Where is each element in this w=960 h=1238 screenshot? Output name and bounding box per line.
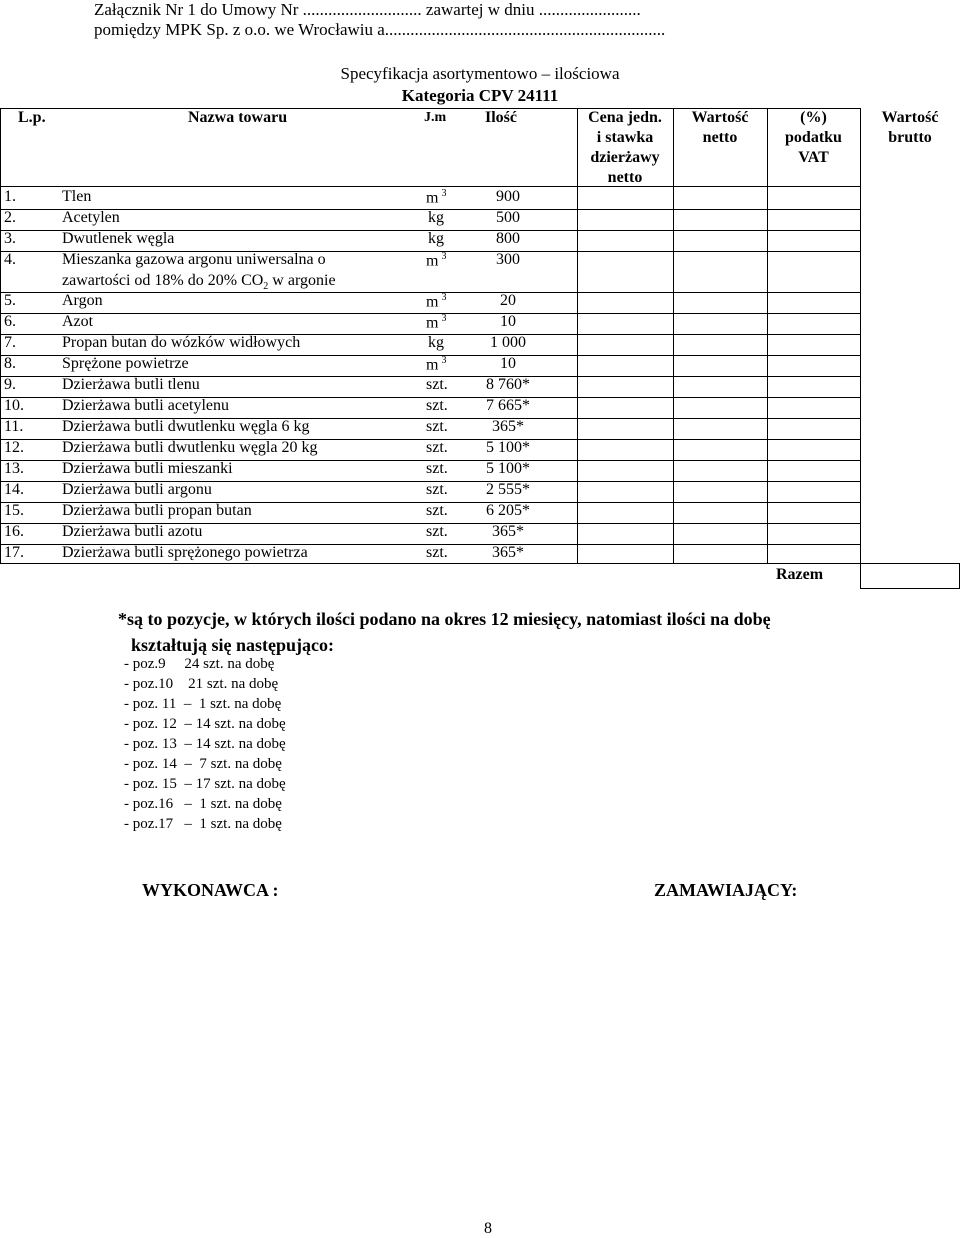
row-unit-text: m — [426, 314, 439, 332]
row-name: Dzierżawa butli tlenu — [62, 376, 200, 393]
row-lp: 9. — [4, 376, 16, 393]
col-header-price — [577, 108, 673, 188]
col-header-gross-l2: brutto — [888, 129, 932, 146]
row-divider — [0, 563, 860, 564]
row-unit — [426, 544, 448, 562]
daily-quantity-item: - poz. 13 – 14 szt. na dobę — [124, 736, 286, 752]
row-qty: 1 000 — [490, 334, 526, 351]
col-header-unit: J.m — [424, 110, 447, 125]
row-lp: 10. — [4, 397, 24, 414]
row-unit — [426, 355, 446, 374]
row-unit-text: szt. — [426, 523, 448, 540]
row-qty: 800 — [496, 230, 520, 247]
col-header-price-l1: Cena jedn. — [588, 109, 662, 126]
contractor-signature-label: WYKONAWCA : — [142, 880, 279, 900]
row-qty: 500 — [496, 209, 520, 226]
unit-superscript: 3 — [441, 251, 447, 262]
col-header-name: Nazwa towaru — [188, 109, 288, 126]
row-name: Mieszanka gazowa argonu uniwersalna o — [62, 251, 326, 268]
row-unit-text: szt. — [426, 439, 448, 456]
row-unit-text: m — [426, 356, 439, 374]
row-name: Propan butan do wózków widłowych — [62, 334, 301, 351]
row-qty: 900 — [496, 188, 520, 205]
row-unit-text: szt. — [426, 397, 448, 414]
daily-quantity-item: - poz. 12 – 14 szt. na dobę — [124, 716, 286, 732]
row-lp: 15. — [4, 502, 24, 519]
row-lp: 4. — [4, 251, 16, 268]
row-lp: 13. — [4, 460, 24, 477]
row-unit-text: szt. — [426, 481, 448, 498]
col-header-net-l2: netto — [702, 129, 738, 146]
row-unit-text: m — [426, 252, 439, 270]
row-lp: 16. — [4, 523, 24, 540]
row-name-line2 — [62, 272, 336, 292]
row-unit — [426, 292, 446, 311]
col-header-gross-l1: Wartość — [881, 109, 939, 126]
row-name: Dzierżawa butli azotu — [62, 523, 203, 540]
unit-superscript: 3 — [441, 292, 447, 303]
row-unit — [426, 460, 448, 478]
row-unit — [426, 376, 448, 394]
row-lp: 2. — [4, 209, 16, 226]
col-header-price-l3: dzierżawy — [590, 149, 660, 166]
page-number: 8 — [484, 1220, 492, 1237]
row-unit — [426, 523, 448, 541]
row-unit-text: szt. — [426, 418, 448, 435]
row-unit — [428, 334, 444, 352]
unit-superscript: 3 — [441, 355, 447, 366]
row-qty: 7 665* — [486, 397, 530, 414]
row-unit — [426, 418, 448, 436]
daily-quantity-item: - poz.9 24 szt. na dobę — [124, 656, 275, 672]
note-line-2: kształtują się następująco: — [131, 635, 334, 655]
col-divider-vat — [767, 108, 768, 563]
row-qty: 6 205* — [486, 502, 530, 519]
total-gross-box — [860, 563, 960, 589]
row-name: Acetylen — [62, 209, 120, 226]
col-header-vat-l3: VAT — [798, 149, 829, 166]
daily-quantity-item: - poz.16 – 1 szt. na dobę — [124, 796, 282, 812]
document-title: Specyfikacja asortymentowo – ilościowa — [340, 64, 620, 83]
col-header-lp: L.p. — [18, 109, 46, 126]
row-unit — [428, 230, 444, 248]
row-qty: 365* — [492, 523, 524, 540]
header-line-1: Załącznik Nr 1 do Umowy Nr ............................ zawartej w dniu ........................ — [94, 0, 641, 19]
daily-quantity-item: - poz. 14 – 7 szt. na dobę — [124, 756, 282, 772]
col-header-vat-l2: podatku — [785, 129, 842, 146]
row-name: Dzierżawa butli mieszanki — [62, 460, 233, 477]
row-unit — [426, 313, 446, 332]
row-qty: 20 — [500, 292, 516, 309]
row-unit-text: kg — [428, 334, 444, 351]
row-qty: 5 100* — [486, 460, 530, 477]
row-lp: 7. — [4, 334, 16, 351]
unit-superscript: 3 — [441, 313, 447, 324]
col-header-price-l2: i stawka — [596, 129, 654, 146]
row-unit — [426, 502, 448, 520]
row-name: Dzierżawa butli propan butan — [62, 502, 252, 519]
row-unit-text: m — [426, 293, 439, 311]
row-unit — [428, 209, 444, 227]
row-qty: 365* — [492, 544, 524, 561]
col-header-vat — [767, 108, 860, 168]
row-qty: 10 — [500, 313, 516, 330]
row-lp: 5. — [4, 292, 16, 309]
daily-quantity-item: - poz. 11 – 1 szt. na dobę — [124, 696, 282, 712]
row-lp: 12. — [4, 439, 24, 456]
row-lp: 6. — [4, 313, 16, 330]
row-unit-text: szt. — [426, 460, 448, 477]
row-lp: 3. — [4, 230, 16, 247]
col-divider-gross — [860, 108, 861, 588]
row-unit — [426, 251, 446, 270]
total-label: Razem — [776, 566, 824, 583]
note-line-1: *są to pozycje, w których ilości podano na okres 12 miesięcy, natomiast ilości na dobę — [118, 609, 771, 629]
row-unit-text: szt. — [426, 502, 448, 519]
unit-superscript: 3 — [441, 188, 447, 199]
row-name: Dzierżawa butli dwutlenku węgla 6 kg — [62, 418, 310, 435]
row-name: Dzierżawa butli dwutlenku węgla 20 kg — [62, 439, 318, 456]
row-unit-text: szt. — [426, 376, 448, 393]
row-name: Dwutlenek węgla — [62, 230, 175, 247]
col-header-net-value — [673, 108, 767, 148]
row-name: Azot — [62, 313, 94, 330]
row-name: Tlen — [62, 188, 92, 205]
row-unit — [426, 188, 446, 207]
row-lp: 17. — [4, 544, 24, 561]
row-unit — [426, 439, 448, 457]
row-name: Dzierżawa butli sprężonego powietrza — [62, 544, 308, 561]
row-lp: 14. — [4, 481, 24, 498]
col-header-price-l4: netto — [607, 169, 643, 186]
daily-quantity-item: - poz. 15 – 17 szt. na dobę — [124, 776, 286, 792]
col-header-net-l1: Wartość — [691, 109, 749, 126]
row-name-line2-text: zawartości od 18% do 20% CO — [62, 272, 264, 289]
daily-quantity-item: - poz.10 21 szt. na dobę — [124, 676, 279, 692]
header-line-2: pomiędzy MPK Sp. z o.o. we Wrocławiu a.................................................................. — [94, 20, 666, 39]
row-unit-text: kg — [428, 209, 444, 226]
row-qty: 5 100* — [486, 439, 530, 456]
row-name: Sprężone powietrze — [62, 355, 189, 372]
row-unit-text: kg — [428, 230, 444, 247]
client-signature-label: ZAMAWIAJĄCY: — [654, 880, 798, 900]
row-name: Dzierżawa butli argonu — [62, 481, 212, 498]
row-qty: 8 760* — [486, 376, 530, 393]
daily-quantity-item: - poz.17 – 1 szt. na dobę — [124, 816, 282, 832]
row-lp: 8. — [4, 355, 16, 372]
row-name-line2-suffix: w argonie — [268, 272, 336, 289]
row-lp: 11. — [4, 418, 24, 435]
header-bottom-border — [0, 186, 860, 187]
row-unit — [426, 481, 448, 499]
row-lp: 1. — [4, 188, 16, 205]
row-qty: 2 555* — [486, 481, 530, 498]
col-header-gross-value — [860, 108, 960, 148]
table-left-border — [0, 108, 1, 563]
row-name: Dzierżawa butli acetylenu — [62, 397, 230, 414]
cpv-category: Kategoria CPV 24111 — [401, 86, 559, 105]
row-qty: 365* — [492, 418, 524, 435]
col-divider-net — [673, 108, 674, 563]
row-unit — [426, 397, 448, 415]
row-name: Argon — [62, 292, 103, 309]
row-unit-text: szt. — [426, 544, 448, 561]
row-unit-text: m — [426, 189, 439, 207]
row-qty: 300 — [496, 251, 520, 268]
col-header-qty: Ilość — [485, 109, 517, 126]
col-header-vat-l1: (%) — [800, 109, 827, 126]
co2-subscript: 2 — [263, 281, 269, 293]
row-qty: 10 — [500, 355, 516, 372]
